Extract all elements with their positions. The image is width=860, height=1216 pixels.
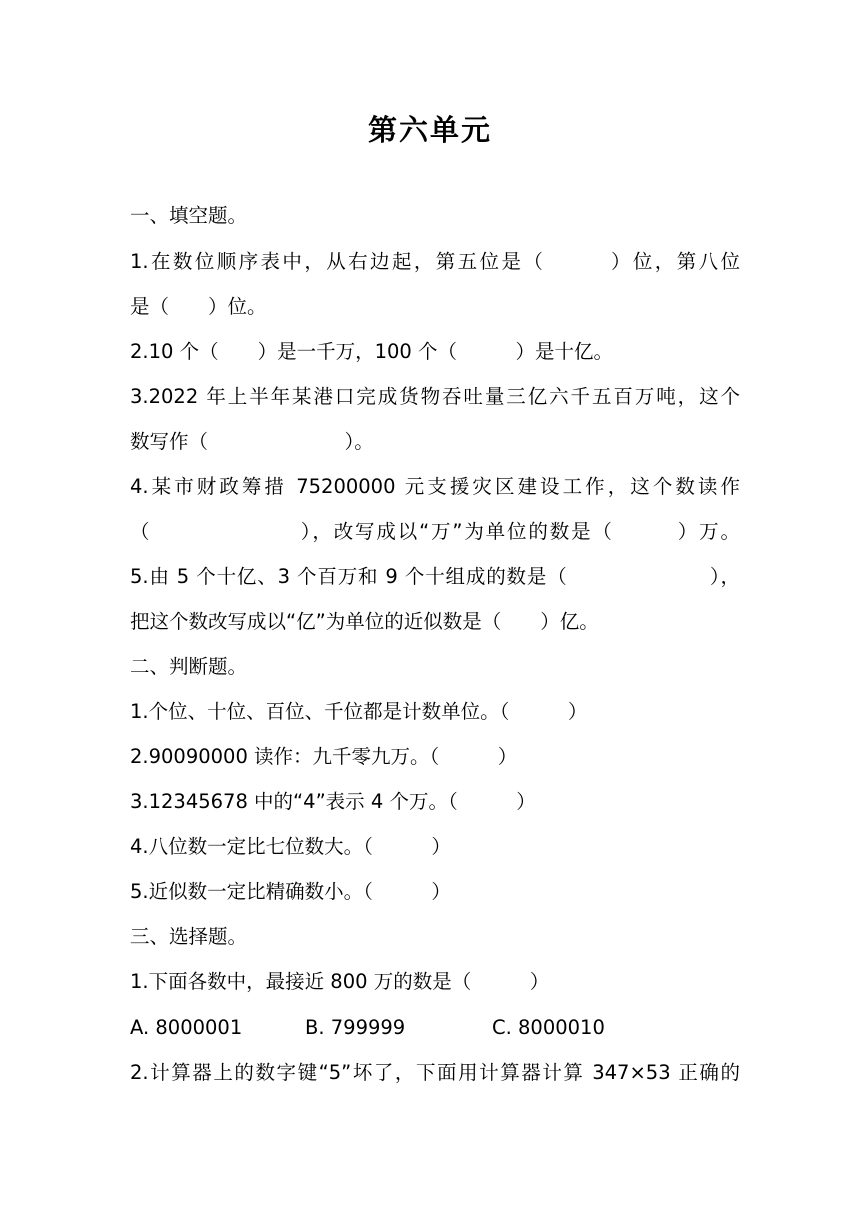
option-a: A. 8000001 <box>130 1016 243 1039</box>
question-text: 5.由 5 个十亿、3 个百万和 9 个十组成的数是（ ）， <box>130 565 740 588</box>
question-text: 3.12345678 中的“4”表示 4 个万。（ ） <box>130 790 536 813</box>
option-b: B. 799999 <box>305 1016 406 1039</box>
page-title: 第六单元 <box>367 113 492 147</box>
question-text: 1.个位、十位、百位、千位都是计数单位。（ ） <box>130 700 588 723</box>
question-text: 是（ ）位。 <box>130 295 267 318</box>
question-text: 1.下面各数中，最接近 800 万的数是（ ） <box>130 970 550 993</box>
question-text: 1.在数位顺序表中，从右边起，第五位是（ ）位，第八位 <box>130 250 740 273</box>
question-text: （ ），改写成以“万”为单位的数是（ ）万。 <box>130 520 740 543</box>
question-text: 2.计算器上的数字键“5”坏了，下面用计算器计算 347×53 正确的 <box>130 1061 740 1084</box>
question-text: 5.近似数一定比精确数小。（ ） <box>130 880 451 903</box>
question-text: 2.90090000 读作：九千零九万。（ ） <box>130 745 518 768</box>
option-c: C. 8000010 <box>492 1016 605 1039</box>
section-heading-multiple-choice: 三、选择题。 <box>130 925 248 948</box>
question-text: 2.10 个（ ）是一千万，100 个（ ）是十亿。 <box>130 340 614 363</box>
question-text: 把这个数改写成以“亿”为单位的近似数是（ ）亿。 <box>130 610 599 633</box>
section-heading-fill-blank: 一、填空题。 <box>130 204 248 227</box>
question-text: 数写作（ ）。 <box>130 430 374 453</box>
question-text: 4.八位数一定比七位数大。（ ） <box>130 835 451 858</box>
question-text: 3.2022 年上半年某港口完成货物吞吐量三亿六千五百万吨，这个 <box>130 385 740 408</box>
section-heading-true-false: 二、判断题。 <box>130 655 248 678</box>
question-text: 4.某市财政筹措 75200000 元支援灾区建设工作，这个数读作 <box>130 475 740 498</box>
